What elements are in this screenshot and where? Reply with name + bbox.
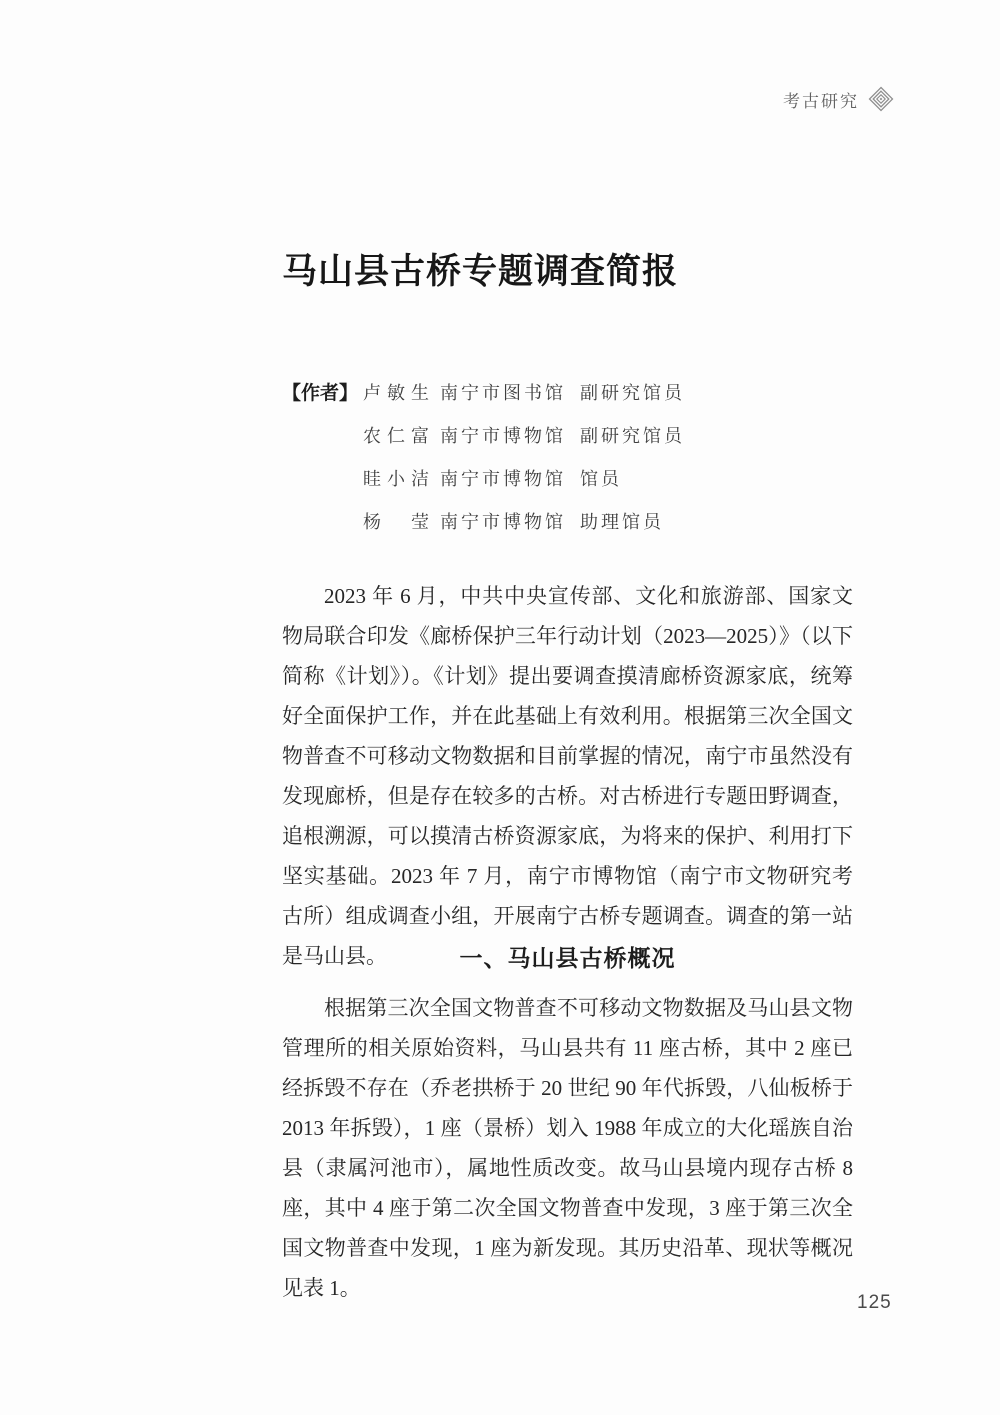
author-row	[282, 501, 853, 544]
author-job-title: 副研究馆员	[580, 383, 685, 403]
author-affiliation: 南宁市博物馆	[440, 469, 566, 489]
running-head	[783, 86, 894, 112]
author-job-title: 馆员	[580, 469, 622, 489]
intro-paragraph: 2023 年 6 月，中共中央宣传部、文化和旅游部、国家文物局联合印发《廊桥保护三年行动计划（2023—2025）》（以下简称《计划》）。《计划》提出要调查摸清廊桥资源家底，统筹好全面保护工作，并在此基础上有效利用。根据第三次全国文物普查不可移动文物数据和目前掌握的情况，南宁市虽然没有发现廊桥，但是存在较多的古桥。对古桥进行专题田野调查，追根溯源，可以摸清古桥资源家底，为将来的保护、利用打下坚实基础。2023 年 7 月，南宁市博物馆（南宁市文物研究考古所）组成调查小组，开展南宁古桥专题调查。调查的第一站是马山县。	[282, 584, 853, 968]
section-1-paragraph: 根据第三次全国文物普查不可移动文物数据及马山县文物管理所的相关原始资料，马山县共有 11 座古桥，其中 2 座已经拆毁不存在（乔老拱桥于 20 世纪 90 年代拆毁，八仙板桥于 2013 年拆毁），1 座（景桥）划入 1988 年成立的大化瑶族自治县（隶属河池市），属地性质改变。故马山县境内现存古桥 8 座，其中 4 座于第二次全国文物普查中发现，3 座于第三次全国文物普查中发现，1 座为新发现。其历史沿革、现状等概况见表 1。	[282, 996, 853, 1300]
author-affiliation: 南宁市博物馆	[440, 426, 566, 446]
section-1-heading: 一、马山县古桥概况	[459, 945, 676, 971]
concentric-diamond-icon	[868, 86, 894, 112]
author-row	[282, 372, 853, 415]
author-name: 杨 莹	[363, 512, 435, 532]
author-row	[282, 415, 853, 458]
author-name: 卢敏生	[363, 383, 435, 403]
author-job-title: 助理馆员	[580, 512, 664, 532]
author-row	[282, 458, 853, 501]
article-title: 马山县古桥专题调查简报	[282, 252, 679, 291]
authors-block	[282, 372, 853, 544]
author-affiliation: 南宁市图书馆	[440, 383, 566, 403]
authors-label: 【作者】	[282, 383, 359, 404]
author-name: 眭小洁	[363, 469, 435, 489]
author-name: 农仁富	[363, 426, 435, 446]
author-affiliation: 南宁市博物馆	[440, 512, 566, 532]
page-number: 125	[857, 1292, 892, 1313]
running-head-section-label: 考古研究	[783, 91, 859, 111]
author-job-title: 副研究馆员	[580, 426, 685, 446]
